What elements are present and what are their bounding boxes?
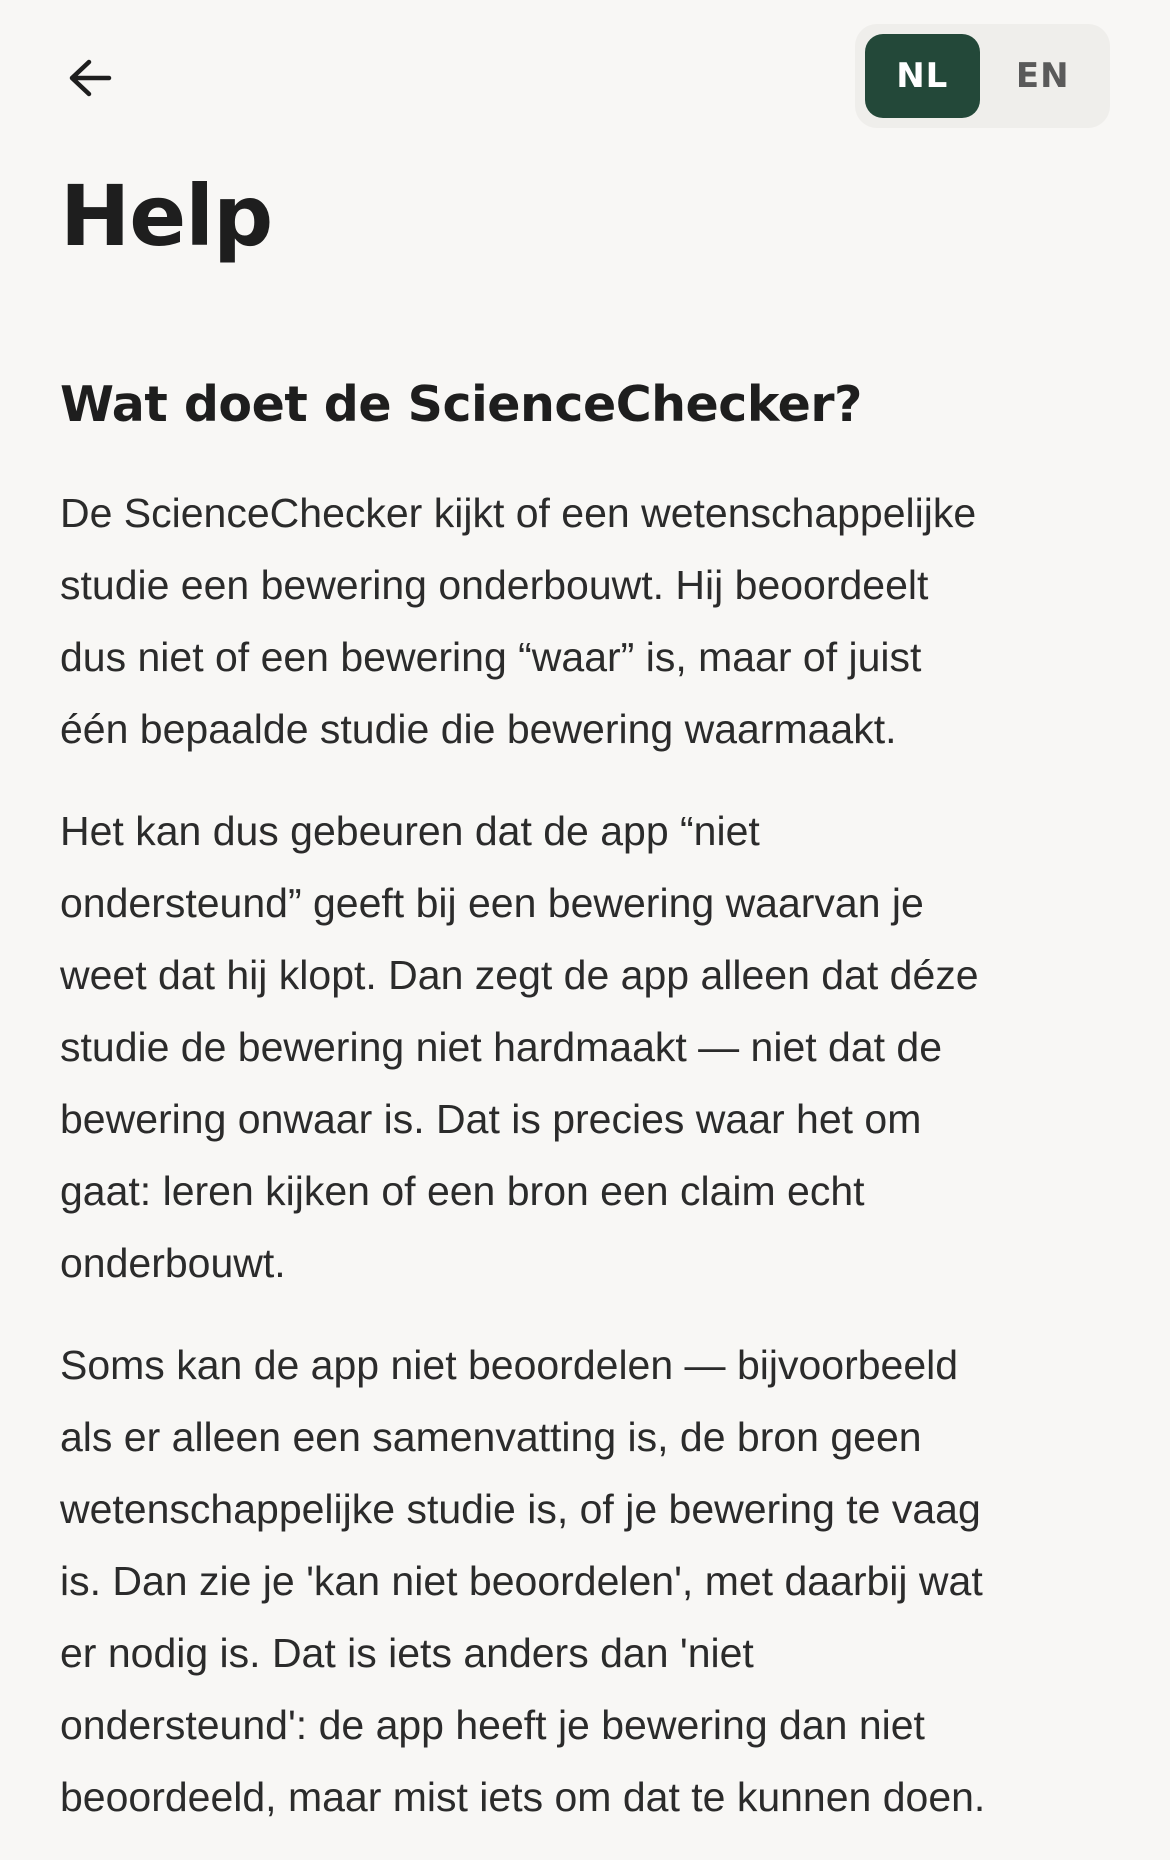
back-button[interactable] (58, 48, 122, 108)
section-heading: Wat doet de ScienceChecker? (60, 376, 862, 433)
help-paragraph (60, 795, 1110, 1299)
text-line: gaat: leren kijken of een bron een claim echt (60, 1168, 865, 1214)
text-line: weet dat hij klopt. Dan zegt de app alleen dat déze (60, 952, 979, 998)
text-line: Soms kan de app niet beoordelen — bijvoorbeeld (60, 1342, 959, 1388)
language-option-en[interactable]: EN (1015, 56, 1070, 96)
text-line: studie een bewering onderbouwt. Hij beoordeelt (60, 562, 929, 608)
text-line: één bepaalde studie die bewering waarmaakt. (60, 706, 897, 752)
text-line: als er alleen een samenvatting is, de bron geen (60, 1414, 922, 1460)
help-paragraph (60, 477, 1110, 765)
text-line: onderbouwt. (60, 1240, 286, 1286)
text-line: beoordeeld, maar mist iets om dat te kunnen doen. (60, 1774, 986, 1820)
text-line: ondersteund': de app heeft je bewering dan niet (60, 1702, 925, 1748)
help-content (60, 477, 1110, 1860)
language-option-nl[interactable]: NL (865, 34, 980, 118)
text-line: wetenschappelijke studie is, of je bewering te vaag (60, 1486, 981, 1532)
text-line: er nodig is. Dat is iets anders dan 'niet (60, 1630, 754, 1676)
language-toggle (855, 24, 1110, 128)
text-line: Het kan dus gebeuren dat de app “niet (60, 808, 760, 854)
text-line: dus niet of een bewering “waar” is, maar of juist (60, 634, 922, 680)
text-line: De ScienceChecker kijkt of een wetenschappelijke (60, 490, 977, 536)
text-line: ondersteund” geeft bij een bewering waarvan je (60, 880, 924, 926)
arrow-left-icon (67, 58, 113, 98)
text-line: studie de bewering niet hardmaakt — niet dat de (60, 1024, 943, 1070)
help-paragraph (60, 1329, 1110, 1833)
text-line: is. Dan zie je 'kan niet beoordelen', met daarbij wat (60, 1558, 983, 1604)
text-line: bewering onwaar is. Dat is precies waar het om (60, 1096, 922, 1142)
page-title: Help (60, 167, 273, 265)
